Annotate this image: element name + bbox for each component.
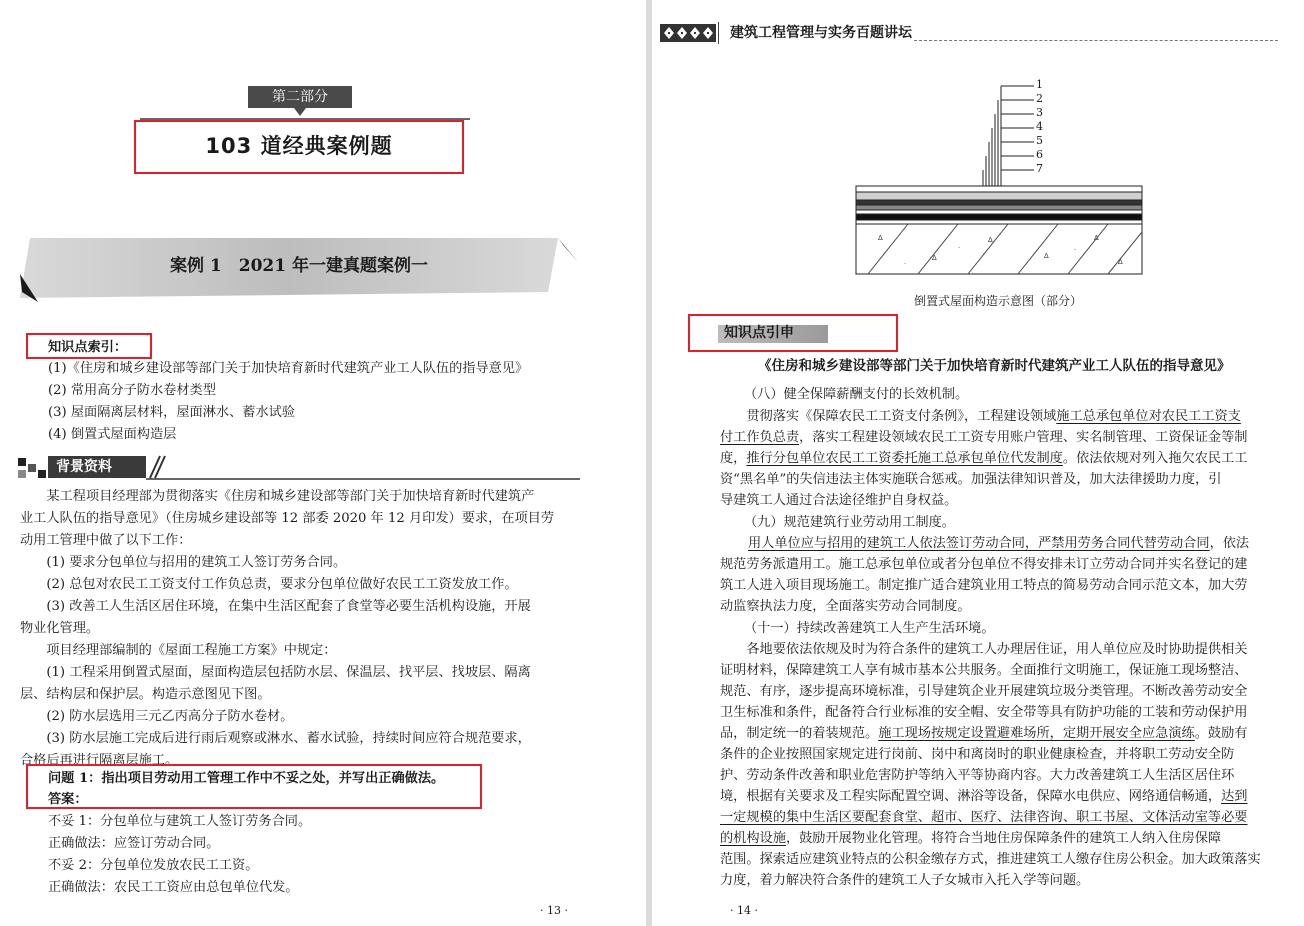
header-title: 建筑工程管理与实务百题讲坛 <box>730 25 912 41</box>
section-8-title: （八）健全保障薪酬支付的长效机制。 <box>744 387 969 402</box>
answer-line: 不妥 1：分包单位与建筑工人签订劳务合同。 <box>48 814 312 829</box>
svg-text:∆: ∆ <box>1044 252 1049 260</box>
svg-text:·: · <box>904 260 907 268</box>
background-line: 合格后再进行隔离层施工。 <box>20 753 179 768</box>
layer-number: 6 <box>1036 148 1043 161</box>
background-heading-bar <box>18 452 580 482</box>
knowledge-index-heading: 知识点索引： <box>48 340 128 355</box>
section-11-line: 品，制定统一的着装规范。施工现场按规定设置避难场所，定期开展安全应急演练。鼓励有 <box>720 726 1248 741</box>
part-label: 第二部分 <box>272 89 328 105</box>
knowledge-section-heading: 知识点引申 <box>724 325 794 341</box>
section-11-line: 规范、有序，逐步提高环境标准，引导建筑企业开展建筑垃圾分类管理。不断改善劳动安全 <box>720 684 1248 699</box>
part-title: 103 道经典案例题 <box>205 134 393 158</box>
layer-number: 1 <box>1036 78 1043 91</box>
section-11-line: 条件的企业按照国家规定进行岗前、岗中和离岗时的职业健康检查，并将职工劳动安全防 <box>720 747 1235 762</box>
answer-line: 不妥 2：分包单位发放农民工工资。 <box>48 858 259 873</box>
background-line: (1) 要求分包单位与招用的建筑工人签订劳务合同。 <box>20 555 347 570</box>
section-11-line: 范围。探索适应建筑业特点的公积金缴存方式，推进建筑工人缴存住房公积金。加大政策落实 <box>720 852 1261 867</box>
highlight-box-knowledge-section <box>688 314 898 352</box>
section-8-line: 付工作负总责，落实工程建设领域农民工工资专用账户管理、实名制管理、工资保证金等制 <box>720 430 1248 445</box>
case-title: 案例 1 2021 年一建真题案例一 <box>170 256 428 276</box>
background-line: 业工人队伍的指导意见》（住房城乡建设部等 12 部委 2020 年 12 月印发）要求，在项目劳 <box>20 511 555 526</box>
background-line: 层、结构层和保护层。构造示意图见下图。 <box>20 687 271 702</box>
background-line: (3) 改善工人生活区居住环境，在集中生活区配套了食堂等必要生活机构设施，开展 <box>20 599 531 614</box>
svg-text:∆: ∆ <box>878 234 883 242</box>
question-1: 问题 1：指出项目劳动用工管理工作中不妥之处，并写出正确做法。 <box>48 771 445 786</box>
section-8-line: 度，推行分包单位农民工工资委托施工总承包单位代发制度。依法依规对列入拖欠农民工工 <box>720 451 1248 466</box>
roof-structure-diagram <box>848 80 1158 290</box>
section-11-line: 护、劳动条件改善和职业危害防护等纳入平等协商内容。大力改善建筑工人生活区居住环 <box>720 768 1235 783</box>
section-11-line: 卫生标准和条件，配备符合行业标准的安全帽、安全带等具有防护功能的工装和劳动保护用 <box>720 705 1248 720</box>
answer-line: 正确做法：农民工工资应由总包单位代发。 <box>48 880 299 895</box>
section-11-line: 各地要依法依规及时为符合条件的建筑工人办理居住证，用人单位应及时协助提供相关 <box>720 642 1248 657</box>
section-11-title: （十一）持续改善建筑工人生产生活环境。 <box>744 621 995 636</box>
knowledge-index-item: (3) 屋面隔离层材料，屋面淋水、蓄水试验 <box>48 405 296 420</box>
section-8-line: 贯彻落实《保障农民工工资支付条例》，工程建设领域施工总承包单位对农民工工资支 <box>720 409 1241 424</box>
section-9-line: 用人单位应与招用的建筑工人依法签订劳动合同，严禁用劳务合同代替劳动合同，依法 <box>748 536 1250 551</box>
svg-text:·: · <box>1074 246 1077 254</box>
section-8-line: 资“黑名单”的失信违法主体实施联合惩戒。加强法律知识普及，加大法律援助力度，引 <box>720 472 1222 487</box>
knowledge-index-item: (1)《住房和城乡建设部等部门关于加快培育新时代建筑产业工人队伍的指导意见》 <box>48 361 529 376</box>
svg-text:∆: ∆ <box>1118 258 1123 266</box>
layer-number: 3 <box>1036 106 1043 119</box>
section-11-line: 一定规模的集中生活区要配套食堂、超市、医疗、法律咨询、职工书屋、文体活动室等必要 <box>720 810 1248 825</box>
svg-text:∆: ∆ <box>1094 234 1099 242</box>
header-rule <box>914 40 1278 41</box>
layer-number: 7 <box>1036 162 1043 175</box>
highlight-box-part-title <box>134 120 464 174</box>
header-pattern <box>660 24 716 42</box>
section-11-line: 的机构设施，鼓励开展物业化管理。将符合当地住房保障条件的建筑工人纳入住房保障 <box>720 831 1222 846</box>
page-number: · 13 · <box>540 904 568 917</box>
background-line: (1) 工程采用倒置式屋面，屋面构造层包括防水层、保温层、找平层、找坡层、隔离 <box>20 665 531 680</box>
layer-number: 4 <box>1036 120 1043 133</box>
left-page <box>0 0 646 926</box>
case-banner <box>18 232 580 304</box>
background-line: 某工程项目经理部为贯彻落实《住房和城乡建设部等部门关于加快培育新时代建筑产 <box>20 489 535 504</box>
section-11-line: 境，根据有关要求及工程实际配置空调、淋浴等设备，保障水电供应、网络通信畅通，达到 <box>720 789 1248 804</box>
section-11-line: 力度，着力解决符合条件的建筑工人子女城市入托入学等问题。 <box>720 873 1090 888</box>
doc-title: 《住房和城乡建设部等部门关于加快培育新时代建筑产业工人队伍的指导意见》 <box>758 358 1231 374</box>
diagram-caption: 倒置式屋面构造示意图（部分） <box>914 294 1083 308</box>
background-line: (3) 防水层施工完成后进行雨后观察或淋水、蓄水试验，持续时间应符合规范要求， <box>20 731 531 746</box>
section-9-line: 规范劳务派遣用工。施工总承包单位或者分包单位不得安排未订立劳动合同并实名登记的建 <box>720 557 1248 572</box>
layer-number: 5 <box>1036 134 1043 147</box>
layer-number: 2 <box>1036 92 1043 105</box>
background-line: 动用工管理中做了以下工作： <box>20 533 192 548</box>
section-9-title: （九）规范建筑行业劳动用工制度。 <box>744 515 955 530</box>
background-heading: 背景资料 <box>56 459 112 475</box>
section-9-line: 动监察执法力度，全面落实劳动合同制度。 <box>720 599 971 614</box>
svg-text:·: · <box>958 244 961 252</box>
section-9-line: 筑工人进入项目现场施工。制定推广适合建筑业用工特点的简易劳动合同示范文本，加大劳 <box>720 578 1248 593</box>
background-line: 物业化管理。 <box>20 621 100 636</box>
answer-label: 答案： <box>48 792 88 807</box>
page-number: · 14 · <box>730 904 758 917</box>
right-page <box>652 0 1304 926</box>
background-line: (2) 防水层选用三元乙丙高分子防水卷材。 <box>20 709 294 724</box>
section-11-line: 证明材料，保障建筑工人享有城市基本公共服务。全面推行文明施工，保证施工现场整洁、 <box>720 663 1248 678</box>
background-line: (2) 总包对农民工工资支付工作负总责，要求分包单位做好农民工工资发放工作。 <box>20 577 518 592</box>
knowledge-index-item: (4) 倒置式屋面构造层 <box>48 427 177 442</box>
background-line: 项目经理部编制的《屋面工程施工方案》中规定： <box>20 643 337 658</box>
section-8-line: 导建筑工人通过合法途径维护自身权益。 <box>720 493 958 508</box>
answer-line: 正确做法：应签订劳动合同。 <box>48 836 220 851</box>
knowledge-index-item: (2) 常用高分子防水卷材类型 <box>48 383 216 398</box>
part-label-banner <box>248 86 352 116</box>
svg-text:∆: ∆ <box>932 254 937 262</box>
svg-text:∆: ∆ <box>988 236 993 244</box>
header-separator <box>718 22 719 44</box>
